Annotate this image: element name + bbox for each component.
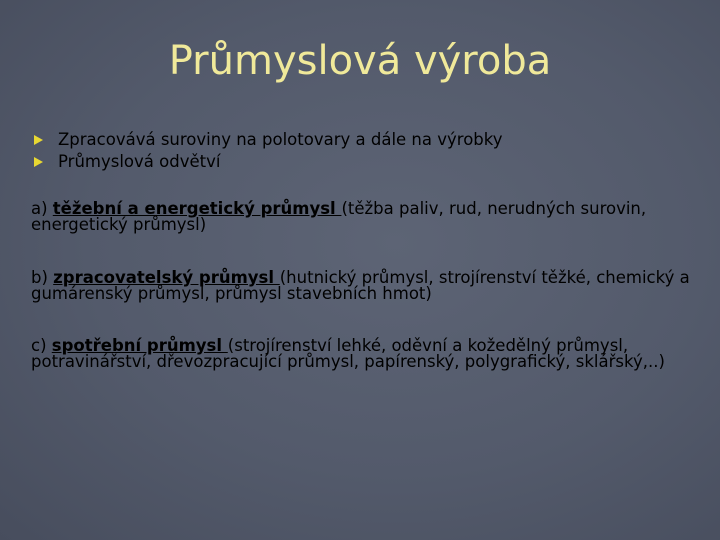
item-term: spotřební průmysl bbox=[51, 336, 228, 355]
bullet-text: Zpracovává suroviny na polotovary a dále na výrobky bbox=[58, 129, 503, 149]
item-description: (strojírenství lehké, oděvní a kožedělný průmysl, potravinářství, dřevozpracující průmysl, papírenský, polygrafický, sklářský,..) bbox=[31, 336, 665, 371]
slide-title: Průmyslová výroba bbox=[168, 38, 552, 84]
item-prefix: a) bbox=[31, 199, 53, 218]
item-term: zpracovatelský průmysl bbox=[53, 268, 280, 287]
item-description: (těžba paliv, rud, nerudných surovin, energetický průmysl) bbox=[31, 199, 647, 234]
industry-item-b bbox=[31, 270, 701, 302]
bullet-item bbox=[34, 128, 503, 150]
triangle-bullet-icon bbox=[34, 135, 43, 145]
industry-item-c bbox=[31, 338, 701, 370]
item-prefix: c) bbox=[31, 336, 52, 355]
item-prefix: b) bbox=[31, 268, 54, 287]
bullet-item bbox=[34, 150, 503, 172]
industry-item-a bbox=[31, 201, 701, 233]
bullet-list bbox=[34, 128, 503, 172]
triangle-bullet-icon bbox=[34, 157, 43, 167]
item-description: (hutnický průmysl, strojírenství těžké, chemický a gumárenský průmysl, průmysl stavebních hmot) bbox=[31, 268, 690, 303]
item-term: těžební a energetický průmysl bbox=[52, 199, 342, 218]
bullet-text: Průmyslová odvětví bbox=[58, 151, 221, 171]
